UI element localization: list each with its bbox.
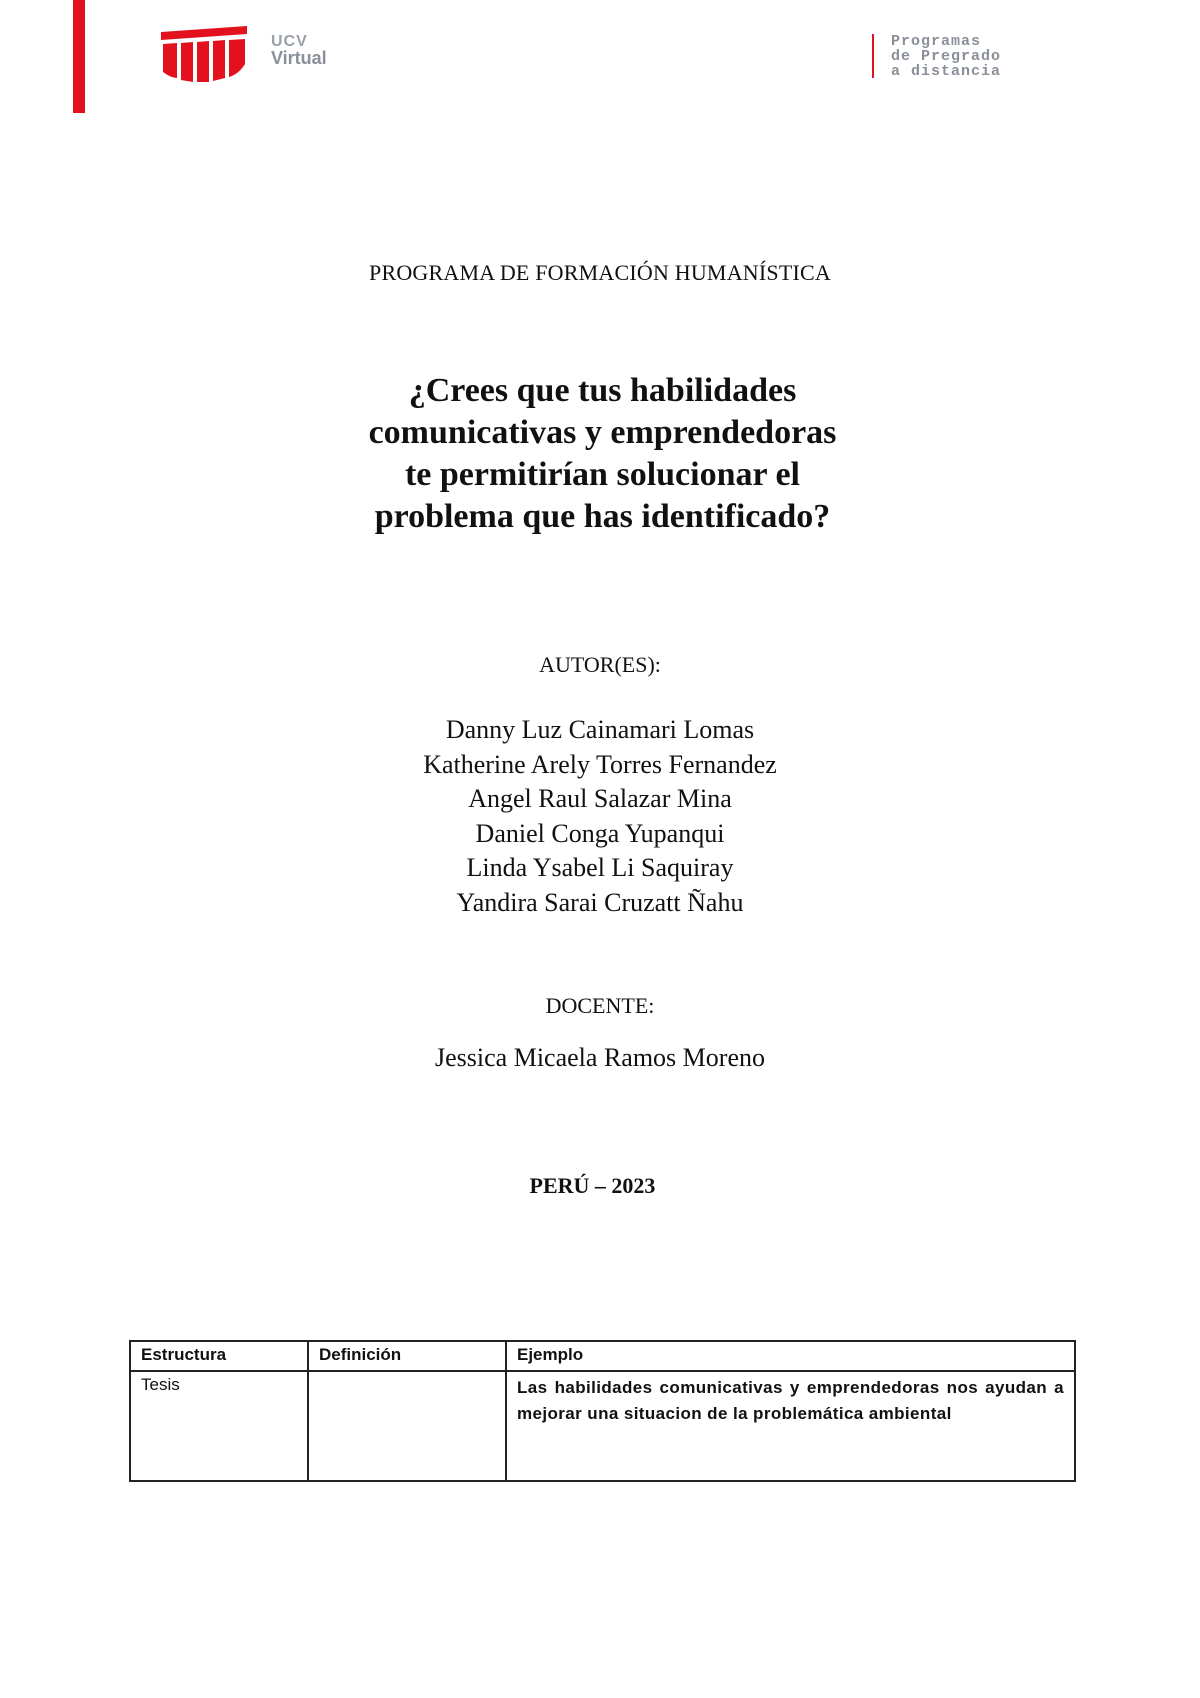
title-line: te permitirían solucionar el — [404, 456, 801, 493]
structure-table — [129, 1340, 1076, 1482]
author-name: Danny Luz Cainamari Lomas — [445, 715, 755, 744]
logo-ucv-text: UCV — [271, 33, 308, 50]
logo-virtual-text: Virtual — [271, 48, 327, 68]
programs-line-2: de Pregrado — [891, 48, 1002, 65]
author-name: Daniel Conga Yupanqui — [475, 818, 725, 848]
author-name: Angel Raul Salazar Mina — [468, 784, 732, 813]
table-row — [130, 1371, 1075, 1481]
ucv-virtual-logo-text — [271, 34, 327, 67]
table-cell — [308, 1371, 506, 1481]
title-line: problema que has identificado? — [374, 498, 831, 535]
author-name: Katherine Arely Torres Fernandez — [423, 749, 777, 779]
page-header — [85, 0, 1130, 113]
programs-label — [891, 34, 1001, 79]
table-cell: Las habilidades comunicativas y emprendedoras nos ayudan a mejorar una situacion de la problemática ambiental — [506, 1371, 1075, 1481]
document-title — [300, 370, 905, 538]
teacher-label: DOCENTE: — [545, 993, 655, 1018]
table-header-row — [130, 1341, 1075, 1371]
teacher-name: Jessica Micaela Ramos Moreno — [435, 1043, 765, 1072]
title-line: ¿Crees que tus habilidades — [408, 372, 797, 409]
table-header-cell: Ejemplo — [506, 1341, 1075, 1371]
table-header-cell: Estructura — [130, 1341, 308, 1371]
header-divider — [872, 34, 874, 78]
authors-list — [0, 713, 1200, 920]
programs-line-3: a distancia — [891, 63, 1002, 80]
left-red-bar — [73, 0, 85, 113]
author-name: Yandira Sarai Cruzatt Ñahu — [456, 887, 744, 917]
table-header-cell: Definición — [308, 1341, 506, 1371]
title-line: comunicativas y emprendedoras — [368, 414, 837, 451]
place-year: PERÚ – 2023 — [529, 1173, 656, 1198]
table-cell: Tesis — [130, 1371, 308, 1481]
author-name: Linda Ysabel Li Saquiray — [466, 853, 734, 882]
program-title: PROGRAMA DE FORMACIÓN HUMANÍSTICA — [369, 260, 831, 285]
ucv-logo-icon — [159, 26, 249, 84]
programs-line-1: Programas — [891, 33, 982, 50]
authors-label: AUTOR(ES): — [539, 652, 661, 677]
